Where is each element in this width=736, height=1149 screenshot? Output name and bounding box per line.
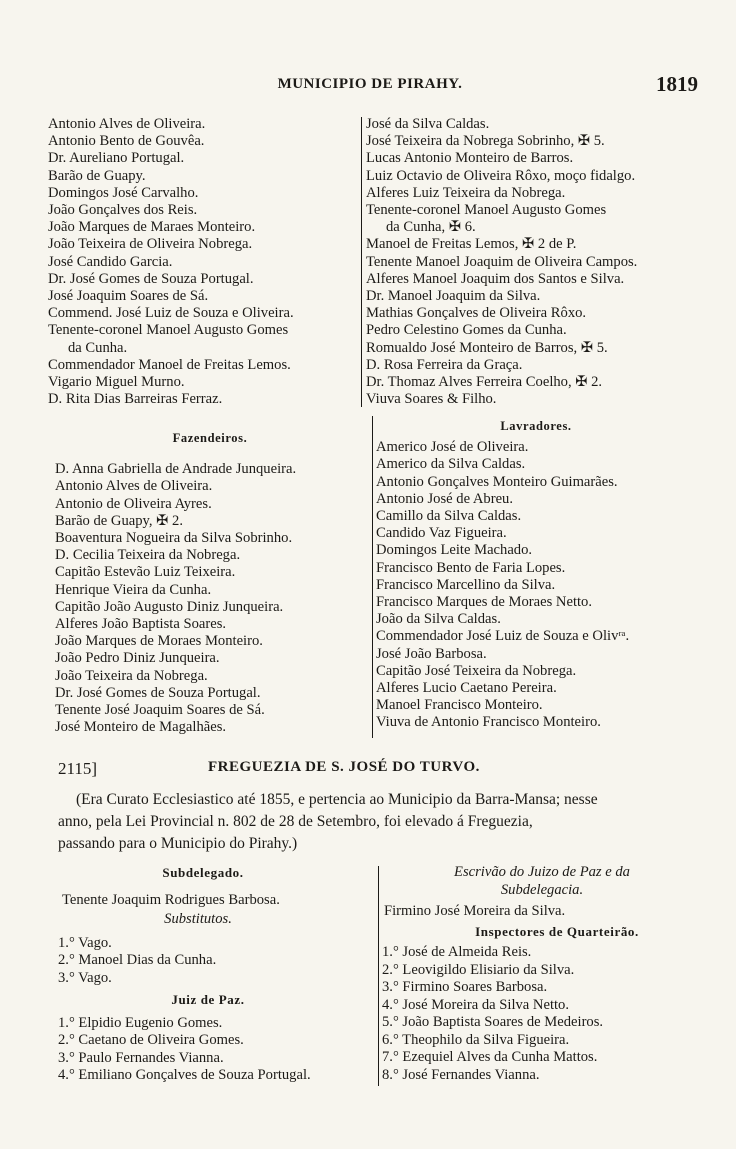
fazendeiro-entry: Henrique Vieira da Cunha.: [55, 581, 212, 598]
inspector-entry: 1.° José de Almeida Reis.: [382, 944, 532, 960]
inspectores-heading: Inspectores de Quarteirão.: [475, 923, 639, 939]
fazendeiro-entry: João Pedro Diniz Junqueira.: [55, 650, 220, 667]
substituto-entry: 2.° Manoel Dias da Cunha.: [58, 952, 217, 968]
inspector-entry: 2.° Leovigildo Elisiario da Silva.: [382, 961, 575, 978]
name-entry: Domingos José Carvalho.: [48, 184, 199, 201]
juiz-entry: 2.° Caetano de Oliveira Gomes.: [58, 1032, 244, 1048]
inspectores-list: [382, 944, 702, 1084]
top-right-column: [366, 116, 696, 408]
lavradores-column: [376, 412, 696, 732]
fazendeiro-entry: José Monteiro de Magalhães.: [55, 719, 227, 736]
fazendeiro-entry: D. Anna Gabriella de Andrade Junqueira.: [55, 461, 297, 478]
fazendeiros-column: [55, 422, 365, 736]
lavrador-entry: Manoel Francisco Monteiro.: [376, 697, 543, 714]
running-title: MUNICIPIO DE PIRAHY.: [277, 76, 463, 92]
name-entry: João Marques de Maraes Monteiro.: [48, 219, 256, 236]
fazendeiro-entry: Boaventura Nogueira da Silva Sobrinho.: [55, 530, 293, 547]
fazendeiro-entry: João Marques de Moraes Monteiro.: [55, 633, 263, 650]
substituto-entry: 1.° Vago.: [58, 934, 112, 951]
fazendeiro-entry: João Teixeira da Nobrega.: [55, 667, 208, 684]
inspector-entry: 5.° João Baptista Soares de Medeiros.: [382, 1014, 604, 1030]
name-entry: D. Rosa Ferreira da Graça.: [366, 356, 523, 373]
page-header: [40, 72, 700, 98]
fazendeiro-entry: Capitão João Augusto Diniz Junqueira.: [55, 598, 284, 615]
lavrador-entry: Camillo da Silva Caldas.: [376, 508, 522, 525]
lavrador-entry: Francisco Bento de Faria Lopes.: [376, 559, 566, 576]
escrivao-heading-line-2: Subdelegacia.: [500, 881, 584, 898]
lavrador-entry: Candido Vaz Figueira.: [376, 525, 507, 542]
name-entry: Alferes Manoel Joaquim dos Santos e Silva.: [366, 270, 625, 287]
name-entry: João Gonçalves dos Reis.: [48, 202, 198, 219]
name-entry: Dr. Aureliano Portugal.: [48, 150, 185, 167]
name-entry: José Teixeira da Nobrega Sobrinho, ✠ 5.: [366, 133, 605, 150]
juiz-de-paz-list: [58, 1015, 378, 1085]
name-entry: Tenente-coronel Manoel Augusto Gomes: [366, 202, 607, 219]
name-entry: Antonio Bento de Gouvêa.: [48, 133, 205, 150]
name-entry: Lucas Antonio Monteiro de Barros.: [366, 150, 574, 167]
substituto-entry: 3.° Vago.: [58, 969, 112, 986]
lavrador-entry: Viuva de Antonio Francisco Monteiro.: [376, 714, 601, 731]
name-entry: João Teixeira de Oliveira Nobrega.: [48, 236, 253, 253]
lavradores-list: [376, 439, 696, 731]
section-number: 2115]: [58, 759, 98, 778]
authorities-right-column: [382, 864, 702, 1084]
escrivao-heading-line-1: Escrivão do Juizo de Paz e da: [454, 864, 630, 880]
lavrador-entry: Commendador José Luiz de Souza e Olivʳᵃ.: [376, 628, 630, 645]
fazendeiro-entry: Antonio de Oliveira Ayres.: [55, 495, 212, 512]
top-left-column: [48, 116, 360, 408]
paragraph-line: passando para o Municipio do Pirahy.): [58, 835, 298, 852]
name-entry: Commend. José Luiz de Souza e Oliveira.: [48, 305, 294, 322]
name-entry: Pedro Celestino Gomes da Cunha.: [366, 322, 567, 339]
name-entry: Dr. Thomaz Alves Ferreira Coelho, ✠ 2.: [366, 374, 603, 391]
name-entry: Antonio Alves de Oliveira.: [48, 116, 206, 132]
name-entry: Mathias Gonçalves de Oliveira Rôxo.: [366, 305, 587, 322]
page-number: 1819: [656, 72, 698, 96]
fazendeiro-entry: Alferes João Baptista Soares.: [55, 616, 227, 633]
paragraph-line: anno, pela Lei Provincial n. 802 de 28 de Setembro, foi elevado á Freguezia,: [58, 813, 533, 830]
fazendeiro-entry: D. Cecilia Teixeira da Nobrega.: [55, 547, 241, 564]
fazendeiro-entry: Capitão Estevão Luiz Teixeira.: [55, 564, 236, 581]
substitutos-list: [58, 935, 378, 988]
lavrador-entry: Americo da Silva Caldas.: [376, 456, 526, 473]
name-entry: Tenente-coronel Manoel Augusto Gomes: [48, 322, 289, 339]
lavrador-entry: Francisco Marcellino da Silva.: [376, 576, 556, 593]
fazendeiro-entry: Tenente José Joaquim Soares de Sá.: [55, 702, 265, 719]
juiz-de-paz-heading: Juiz de Paz.: [171, 992, 245, 1007]
lavrador-entry: Francisco Marques de Moraes Netto.: [376, 594, 593, 611]
name-entry: da Cunha, ✠ 6.: [386, 219, 476, 236]
escrivao-name: Firmino José Moreira da Silva.: [384, 903, 566, 919]
subdelegado-heading: Subdelegado.: [162, 865, 244, 880]
column-divider-bottom: [378, 866, 379, 1086]
juiz-entry: 4.° Emiliano Gonçalves de Souza Portugal.: [58, 1067, 311, 1083]
fazendeiro-entry: Barão de Guapy, ✠ 2.: [55, 512, 183, 529]
name-entry: D. Rita Dias Barreiras Ferraz.: [48, 391, 223, 408]
name-entry: Vigario Miguel Murno.: [48, 374, 185, 391]
lavrador-entry: Antonio José de Abreu.: [376, 490, 514, 507]
name-entry: Barão de Guapy.: [48, 167, 146, 184]
juiz-entry: 3.° Paulo Fernandes Vianna.: [58, 1049, 224, 1066]
lavrador-entry: José João Barbosa.: [376, 645, 487, 662]
paragraph-line: (Era Curato Ecclesiastico até 1855, e pertencia ao Municipio da Barra-Mansa; nesse: [76, 791, 598, 808]
name-entry: da Cunha.: [68, 339, 128, 356]
lavrador-entry: Alferes Lucio Caetano Pereira.: [376, 680, 557, 697]
name-entry: Dr. Manoel Joaquim da Silva.: [366, 288, 541, 305]
lavrador-entry: Domingos Leite Machado.: [376, 542, 533, 559]
lavrador-entry: Antonio Gonçalves Monteiro Guimarães.: [376, 473, 618, 490]
name-entry: Luiz Octavio de Oliveira Rôxo, moço fidalgo.: [366, 167, 636, 184]
inspector-entry: 8.° José Fernandes Vianna.: [382, 1066, 540, 1083]
fazendeiros-list: [55, 461, 365, 736]
name-entry: Alferes Luiz Teixeira da Nobrega.: [366, 184, 566, 201]
column-divider-top: [361, 117, 362, 407]
inspector-entry: 6.° Theophilo da Silva Figueira.: [382, 1031, 570, 1048]
section-paragraph: [58, 789, 690, 855]
lavrador-entry: Capitão José Teixeira da Nobrega.: [376, 662, 577, 679]
inspector-entry: 7.° Ezequiel Alves da Cunha Mattos.: [382, 1049, 598, 1065]
inspector-entry: 3.° Firmino Soares Barbosa.: [382, 979, 548, 995]
fazendeiros-heading: Fazendeiros.: [172, 431, 248, 445]
name-entry: Manoel de Freitas Lemos, ✠ 2 de P.: [366, 236, 577, 253]
name-entry: Romualdo José Monteiro de Barros, ✠ 5.: [366, 339, 608, 356]
lavrador-entry: João da Silva Caldas.: [376, 611, 501, 628]
lavrador-entry: Americo José de Oliveira.: [376, 439, 529, 456]
section-title: FREGUEZIA DE S. JOSÉ DO TURVO.: [208, 759, 480, 775]
column-divider-middle: [372, 416, 373, 738]
name-entry: Dr. José Gomes de Souza Portugal.: [48, 270, 254, 287]
lavradores-heading: Lavradores.: [500, 419, 572, 433]
fazendeiro-entry: Antonio Alves de Oliveira.: [55, 478, 213, 495]
authorities-left-column: [58, 864, 378, 1085]
fazendeiro-entry: Dr. José Gomes de Souza Portugal.: [55, 684, 261, 701]
name-entry: Tenente Manoel Joaquim de Oliveira Campos.: [366, 253, 638, 270]
name-entry: José Joaquim Soares de Sá.: [48, 288, 209, 305]
name-entry: José Candido Garcia.: [48, 253, 173, 270]
section-heading: [58, 759, 698, 781]
name-entry: José da Silva Caldas.: [366, 116, 490, 132]
substitutos-heading: Substitutos.: [164, 911, 232, 927]
name-entry: Viuva Soares & Filho.: [366, 391, 497, 408]
subdelegado-name: Tenente Joaquim Rodrigues Barbosa.: [62, 891, 280, 908]
name-entry: Commendador Manoel de Freitas Lemos.: [48, 356, 291, 373]
inspector-entry: 4.° José Moreira da Silva Netto.: [382, 996, 570, 1013]
juiz-entry: 1.° Elpidio Eugenio Gomes.: [58, 1014, 223, 1031]
